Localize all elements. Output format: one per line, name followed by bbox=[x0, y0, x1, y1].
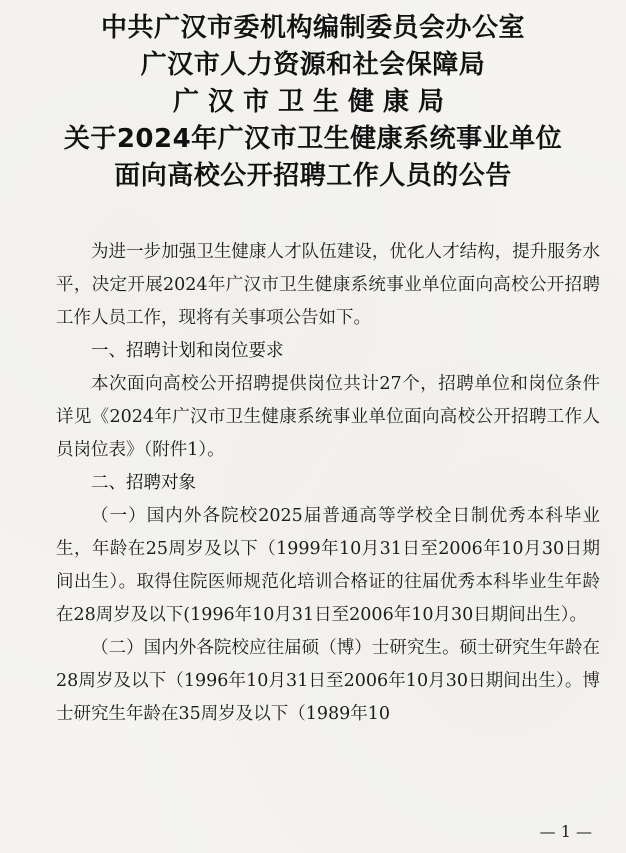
title-line-subject-2: 面向高校公开招聘工作人员的公告 bbox=[114, 161, 512, 191]
section-heading-recruitment-plan: 一、招聘计划和岗位要求 bbox=[91, 341, 284, 361]
title-line-subject-1: 关于2024年广汉市卫生健康系统事业单位 bbox=[63, 124, 563, 154]
title-line-issuer-2: 广汉市人力资源和社会保障局 bbox=[140, 50, 486, 80]
title-line-issuer-3: 广汉市卫生健康局 bbox=[172, 87, 453, 117]
intro-paragraph: 为进一步加强卫生健康人才队伍建设，优化人才结构，提升服务水平，决定开展2024年广汉市卫生健康系统事业单位面向高校公开招聘工作人员工作，现将有关事项公告如下。 bbox=[56, 242, 600, 328]
section1-paragraph: 本次面向高校公开招聘提供岗位共计27个，招聘单位和岗位条件详见《2024年广汉市卫生健康系统事业单位面向高校公开招聘工作人员岗位表》（附件1）。 bbox=[56, 374, 600, 460]
section-heading-recruitment-targets: 二、招聘对象 bbox=[91, 473, 196, 493]
title-line-issuer-1: 中共广汉市委机构编制委员会办公室 bbox=[100, 13, 525, 43]
document-body bbox=[56, 236, 600, 731]
section2-item-2: （二）国内外各院校应往届硕（博）士研究生。硕士研究生年龄在28周岁及以下（1996年10月31日至2006年10月30日期间出生）。博士研究生年龄在35周岁及以下（1989年10 bbox=[56, 638, 600, 724]
page-number: — 1 — bbox=[539, 822, 592, 841]
section2-item-1: （一）国内外各院校2025届普通高等学校全日制优秀本科毕业生，年龄在25周岁及以下（1999年10月31日至2006年10月30日期间出生）。取得住院医师规范化培训合格证的往届优秀本科毕业生年龄在28周岁及以下(1996年10月31日至2006年10月30日期间出生）。 bbox=[56, 506, 600, 625]
document-title bbox=[0, 10, 626, 195]
